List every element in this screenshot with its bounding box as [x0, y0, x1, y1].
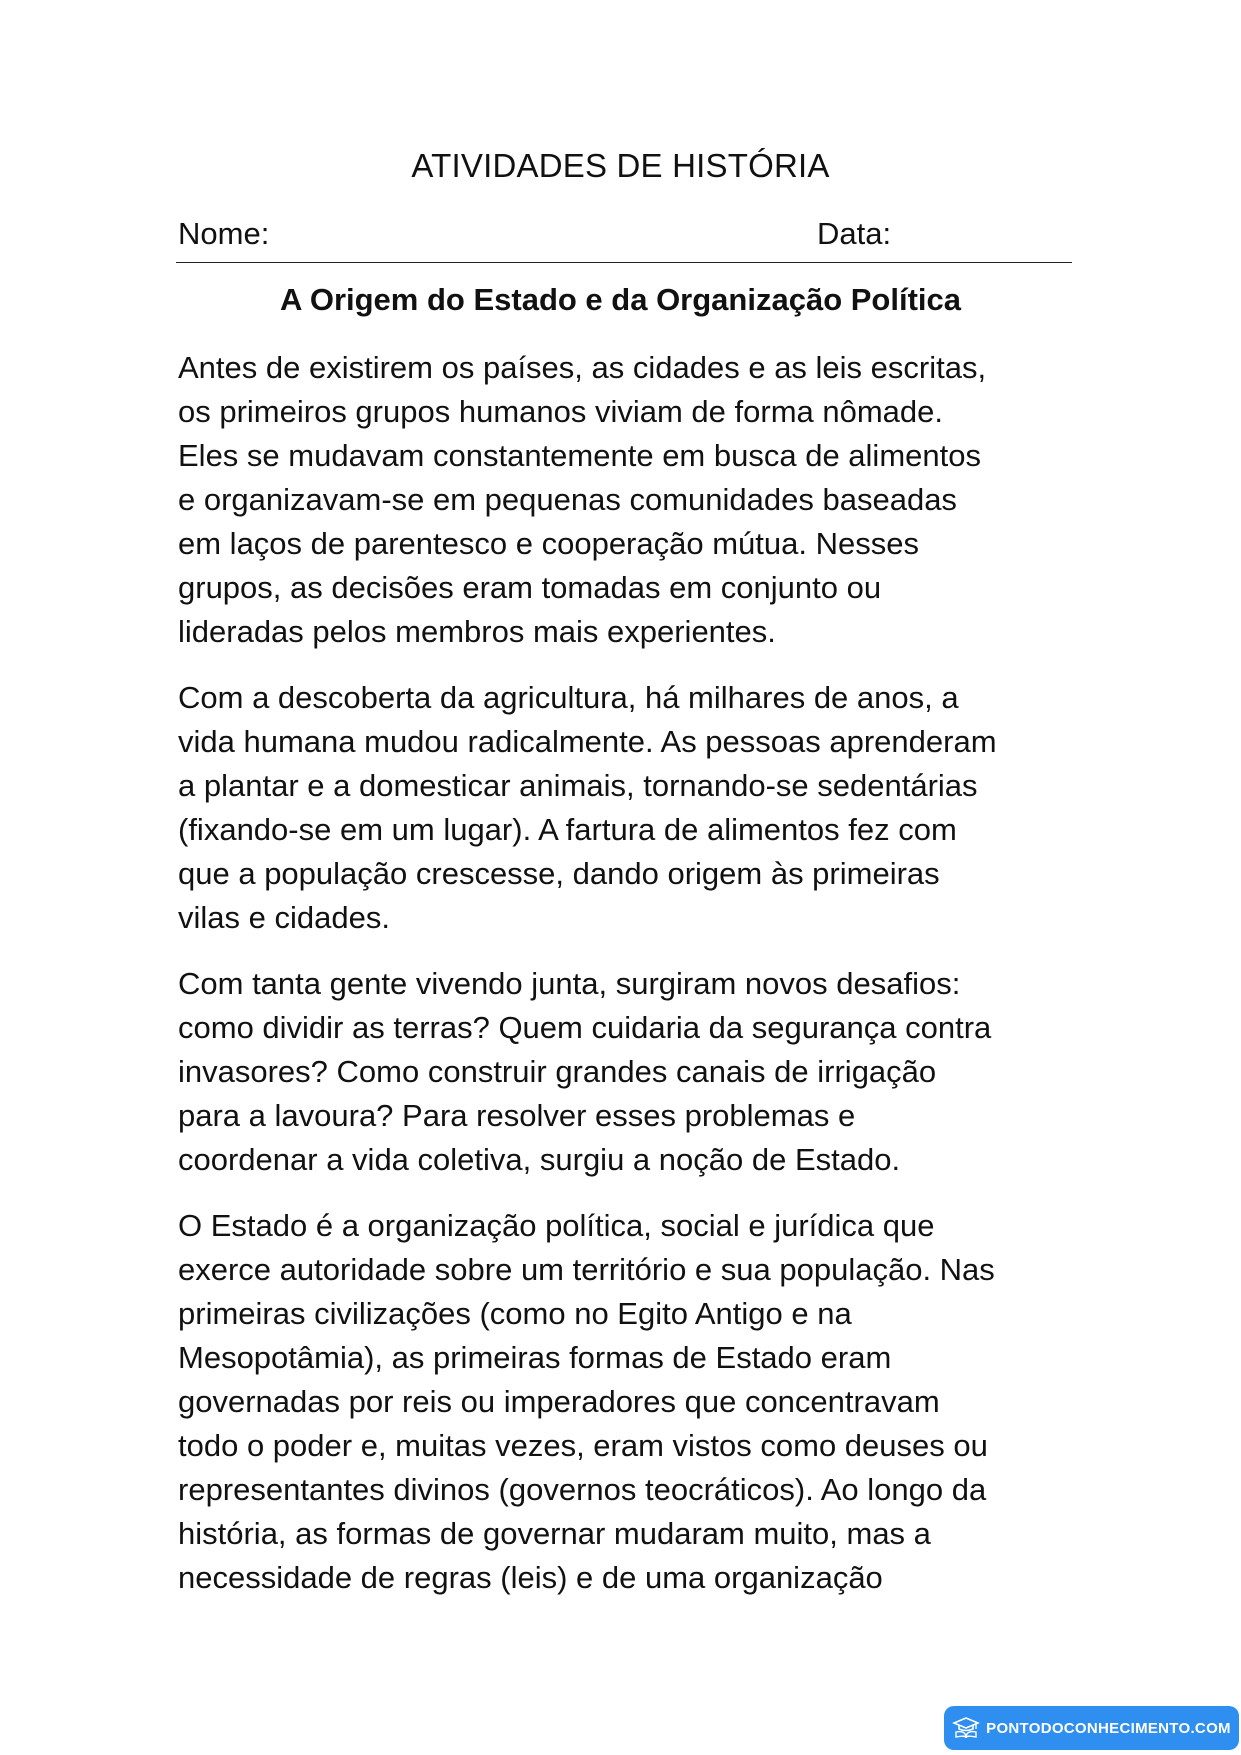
- name-label: Nome:: [178, 216, 270, 251]
- site-url: PONTODOCONHECIMENTO.COM: [986, 1719, 1231, 1737]
- name-date-row: [176, 214, 1072, 263]
- paragraph-4: O Estado é a organização política, social e jurídica que exerce autoridade sobre um território e sua população. Nas primeiras civilizações (como no Egito Antigo e na Mesopotâmia), as primeiras formas de Estado eram governadas por reis ou imperadores que concentravam todo o poder e, muitas vezes, eram vistos como deuses ou representantes divinos (governos teocráticos). Ao longo da história, as formas de governar mudaram muito, mas a necessidade de regras (leis) e de uma organização: [178, 1208, 995, 1595]
- graduation-cap-book-icon: [952, 1716, 980, 1740]
- paragraph-3: Com tanta gente vivendo junta, surgiram novos desafios: como dividir as terras? Quem cuidaria da segurança contra invasores? Como construir grandes canais de irrigação para a lavoura? Para resolver esses problemas e coordenar a vida coletiva, surgiu a noção de Estado.: [178, 966, 992, 1177]
- paragraph-2: Com a descoberta da agricultura, há milhares de anos, a vida humana mudou radicalmente. As pessoas aprenderam a plantar e a domesticar animais, tornando-se sedentárias (fixando-se em um lugar). A fartura de alimentos fez com que a população crescesse, dando origem às primeiras vilas e cidades.: [178, 680, 997, 935]
- worksheet-title: ATIVIDADES DE HISTÓRIA: [411, 147, 830, 184]
- site-badge[interactable]: [944, 1706, 1239, 1750]
- date-label: Data:: [817, 216, 892, 251]
- paragraph-1: Antes de existirem os países, as cidades e as leis escritas, os primeiros grupos humanos viviam de forma nômade. Eles se mudavam constantemente em busca de alimentos e organizavam-se em pequenas comunidades baseadas em laços de parentesco e cooperação mútua. Nesses grupos, as decisões eram tomadas em conjunto ou lideradas pelos membros mais experientes.: [178, 350, 987, 649]
- article-heading: A Origem do Estado e da Organização Política: [279, 282, 962, 317]
- article-body: [178, 346, 1078, 1622]
